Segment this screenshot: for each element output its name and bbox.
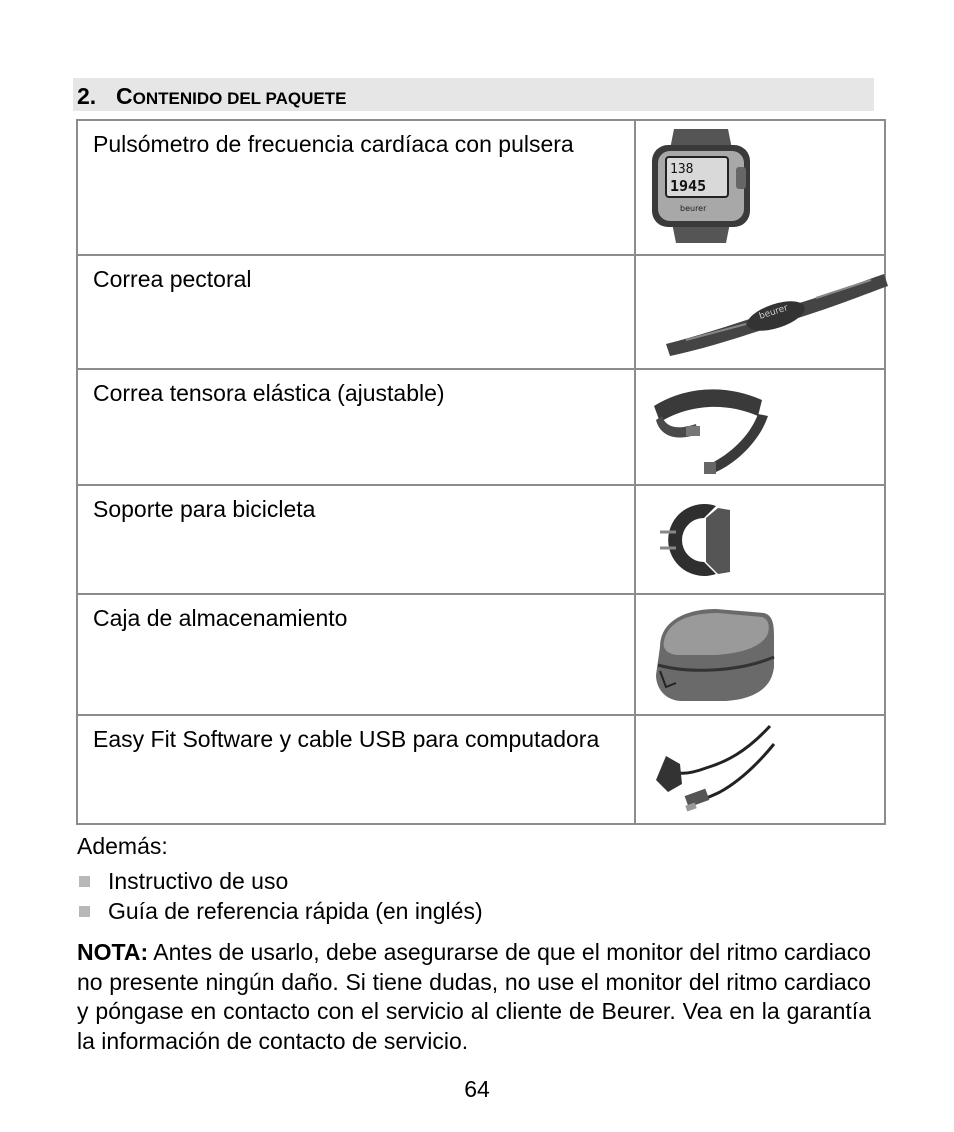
table-row [77, 485, 885, 594]
item-image-cell [635, 594, 885, 715]
item-label: Soporte para bicicleta [77, 485, 635, 594]
item-label: Correa pectoral [77, 255, 635, 369]
note-label: NOTA: [77, 939, 149, 965]
table-row [77, 255, 885, 369]
note-paragraph [77, 938, 871, 1056]
strap-brand: beurer [758, 303, 790, 322]
list-item-label: Guía de referencia rápida (en inglés) [108, 898, 483, 924]
package-contents-table [76, 119, 886, 825]
note-text: Antes de usarlo, debe asegurarse de que el monitor del ritmo cardiaco no presente ningún daño. Si tiene dudas, no use el monitor del ritmo cardiaco y póngase en contacto con el servicio al cliente de Beurer. Vea en la garantía la información de contacto de servicio. [77, 939, 871, 1054]
section-heading [73, 78, 874, 111]
bullet-icon [79, 906, 90, 917]
watch-line2: 1945 [670, 177, 707, 195]
storage-case-image [646, 601, 776, 707]
item-image-cell [635, 120, 885, 255]
page-number: 64 [464, 1076, 490, 1102]
table-row [77, 715, 885, 824]
table-row [77, 369, 885, 485]
item-label: Caja de almacenamiento [77, 594, 635, 715]
chest-strap-image [646, 262, 896, 362]
table-row [77, 594, 885, 715]
section-number: 2. [77, 83, 97, 109]
list-item [77, 866, 483, 896]
item-label: Correa tensora elástica (ajustable) [77, 369, 635, 485]
list-item-label: Instructivo de uso [108, 868, 289, 894]
heart-rate-watch-image [646, 127, 756, 245]
item-image-cell [635, 255, 885, 369]
ademas-label: Además: [77, 833, 168, 859]
watch-line1: 138 [670, 162, 694, 177]
watch-brand: beurer [680, 204, 707, 213]
bike-mount-image [646, 492, 736, 588]
item-image-cell [635, 715, 885, 824]
item-label: Pulsómetro de frecuencia cardíaca con pulsera [77, 120, 635, 255]
bullet-icon [79, 876, 90, 887]
table-row [77, 120, 885, 255]
item-label: Easy Fit Software y cable USB para computadora [77, 715, 635, 824]
elastic-strap-image [646, 376, 776, 480]
list-item [77, 896, 483, 926]
item-image-cell [635, 485, 885, 594]
usb-cable-image [646, 722, 776, 818]
extras-list [77, 866, 483, 926]
item-image-cell [635, 369, 885, 485]
section-title: CONTENIDO DEL PAQUETE [116, 83, 347, 109]
